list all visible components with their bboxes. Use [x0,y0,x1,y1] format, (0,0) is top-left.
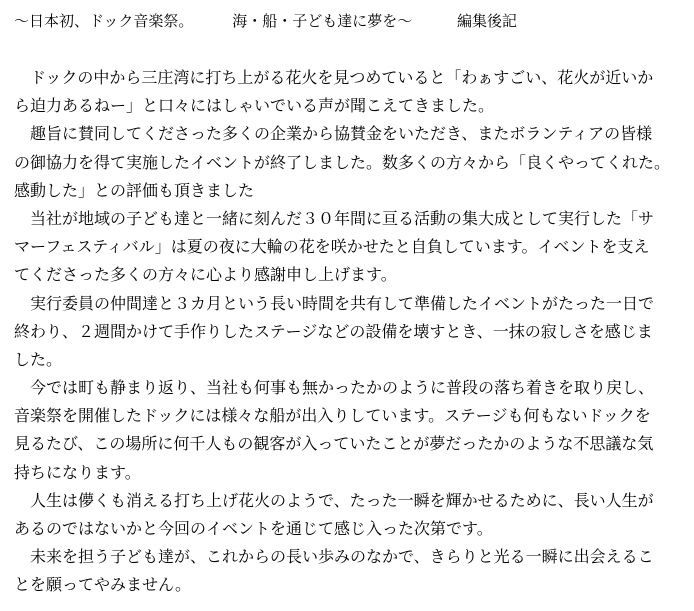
text-line: あるのではないかと今回のイベントを通じて感じ入った次第です。 [14,519,493,538]
text-line: の御協力を得て実施したイベントが終了しました。数多くの方々から「良くやってくれた。 [14,152,671,172]
text-line: 見るたび、この場所に何千人もの観客が入っていたことが夢だったかのような不思議な気 [14,434,654,454]
heading-section-label: 編集後記 [456,12,517,30]
text-line: 人生は儚くも消える打ち上げ花火のようで、たった一瞬を輝かせるために、長い人生が [14,490,654,510]
text-line: 当社が地域の子ども達と一緒に刻んだ３０年間に亘る活動の集大成として実行した「サ [14,208,655,228]
text-line: とを願ってやみません。 [14,575,191,595]
text-line: 持ちになります。 [14,462,141,482]
text-line: 趣旨に賛同してくださった多くの企業から協賛金をいただき、またボランティアの皆様 [14,124,653,144]
text-line: 実行委員の仲間達と３カ月という長い時間を共有して準備したイベントがたった一日で [14,293,655,313]
text-line: マーフェスティバル」は夏の夜に大輪の花を咲かせたと自負しています。イベントを支え [14,237,650,257]
text-line: ドックの中から三庄湾に打ち上がる花火を見つめていると「わぁすごい、花火が近いか [14,68,654,87]
article-body [14,64,690,600]
text-line: 音楽祭を開催したドックには様々な船が出入りしています。ステージも何もないドックを [14,406,651,426]
text-line: 今では町も静まり返り、当社も何事も無かったかのように普段の落ち着きを取り戻し、 [14,378,655,398]
article-heading [14,10,517,32]
text-line: てくださった多くの方々に心より感謝申し上げます。 [14,265,397,285]
heading-title: ～日本初、ドック音楽祭。 [14,12,194,30]
text-line: 未来を担う子ども達が、これからの長い歩みのなかで、きらりと光る一瞬に出会えるこ [14,547,654,567]
text-line: した。 [14,349,63,369]
heading-subtitle: 海・船・子ども達に夢を～ [232,12,413,30]
text-line: 感動した」との評価も頂きました [14,180,255,200]
text-line: 終わり、２週間かけて手作りしたステージなどの設備を壊すとき、一抹の寂しさを感じま [14,321,653,341]
text-line: ら迫力あるねー」と口々にはしゃいでいる声が聞こえてきました。 [14,96,495,116]
